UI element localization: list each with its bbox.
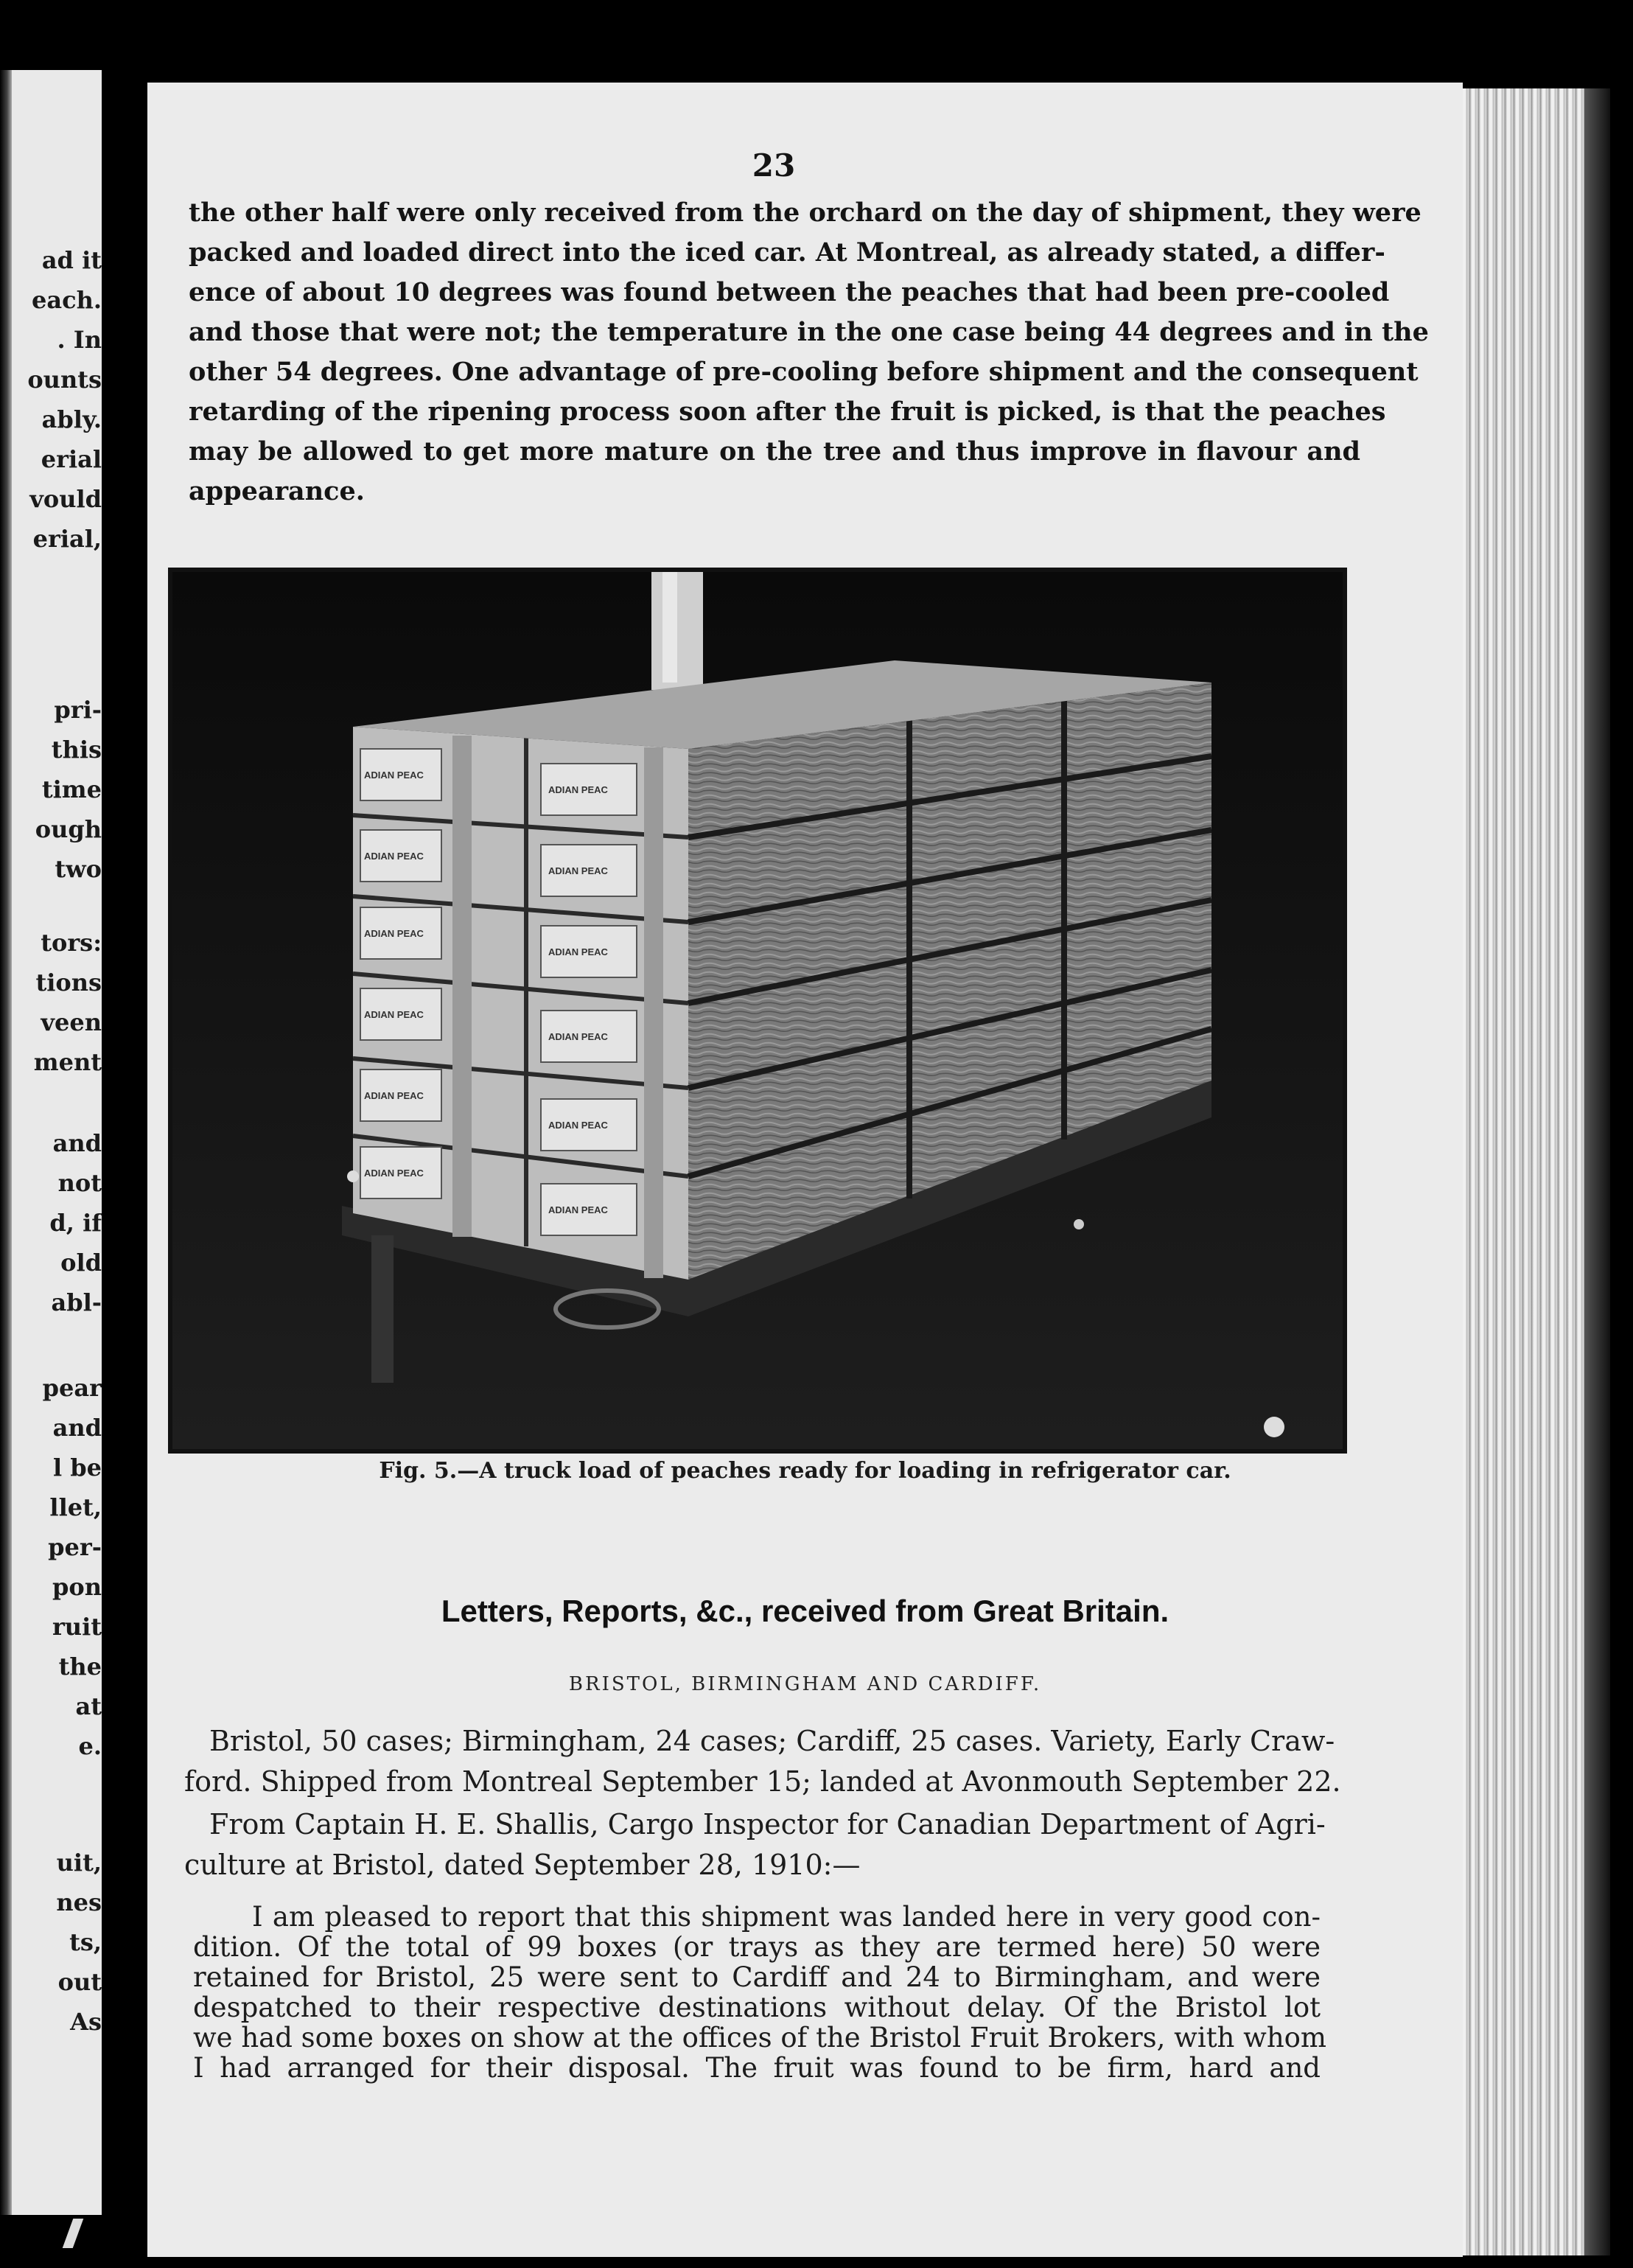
figure-photograph [168,568,1347,1454]
crate-labels [172,572,1343,1449]
left-page-fragment: and [52,1129,102,1157]
letter-line: dition. Of the total of 99 boxes (or trays as they are termed here) 50 were [193,1931,1321,1963]
crate-label: ADIAN PEAC [364,1168,424,1179]
left-page-fragment: tions [35,969,102,997]
left-page-fragment: each. [32,286,102,314]
left-page-fragment: tors: [41,929,102,957]
left-page-fragment: time [41,775,102,803]
paragraph-line: may be allowed to get more mature on the tree and thus improve in flavour and [189,436,1360,467]
letter-line: I had arranged for their disposal. The fruit was found to be firm, hard and [193,2052,1321,2084]
left-page-fragment: llet, [49,1493,102,1521]
paragraph-line: and those that were not; the temperature in the one case being 44 degrees and in the [189,317,1429,347]
left-page-fragment: per- [48,1533,102,1561]
left-page-fragment: veen [41,1008,102,1036]
crate-label: ADIAN PEAC [364,1009,424,1020]
crate-label: ADIAN PEAC [548,1031,608,1042]
paragraph-line: ence of about 10 degrees was found between the peaches that had been pre-cooled [189,277,1390,307]
left-page-fragment: pear [42,1374,102,1402]
paragraph-line: other 54 degrees. One advantage of pre-cooling before shipment and the consequent [189,357,1419,387]
left-page-fragment: pri- [54,696,102,724]
paragraph-line: ford. Shipped from Montreal September 15; landed at Avonmouth September 22. [184,1765,1341,1798]
letter-line: despatched to their respective destinations without delay. Of the Bristol lot [193,1992,1321,2023]
letter-line: we had some boxes on show at the offices of the Bristol Fruit Brokers, with whom [193,2022,1327,2054]
section-subheading: BRISTOL, BIRMINGHAM AND CARDIFF. [568,1673,1042,1695]
left-page-fragment: As [70,2008,102,2036]
letter-line: retained for Bristol, 25 were sent to Cardiff and 24 to Birmingham, and were [193,1961,1321,1993]
left-page-fragment: . In [57,326,102,354]
crate-label: ADIAN PEAC [548,1204,608,1215]
left-page-fragment: old [60,1249,102,1277]
paragraph-line: appearance. [189,476,365,506]
left-page-fragment: two [55,855,102,883]
left-page-fragment: ounts [27,366,102,394]
margin-mark [63,2219,84,2248]
crate-label: ADIAN PEAC [364,928,424,939]
left-page-fragment: vould [29,485,102,513]
crate-label: ADIAN PEAC [364,851,424,862]
book-gutter [102,52,147,2255]
left-page-fragment: ably. [41,405,102,433]
paragraph-line: culture at Bristol, dated September 28, 1910:— [184,1849,861,1881]
crate-label: ADIAN PEAC [548,865,608,876]
left-page-fragment: erial, [32,525,102,553]
crate-label: ADIAN PEAC [364,770,424,781]
left-page-fragment: at [75,1692,102,1720]
left-page-fragment: erial [41,445,102,473]
left-facing-page [0,70,102,2215]
left-page-fragment: e. [78,1732,102,1760]
crate-label: ADIAN PEAC [548,1120,608,1131]
left-page-fragment: this [51,736,102,764]
left-page-fragment: not [57,1169,102,1197]
letter-line: I am pleased to report that this shipment was landed here in very good con- [252,1901,1321,1933]
left-page-shadow [0,70,12,2215]
section-heading: Letters, Reports, &c., received from Great Britain. [441,1594,1169,1628]
left-page-fragment: ts, [69,1928,102,1956]
left-page-fragment: ough [35,815,102,843]
left-page-fragment: d, if [49,1209,102,1237]
left-page-fragment: abl- [51,1288,102,1316]
paragraph-line: From Captain H. E. Shallis, Cargo Inspector for Canadian Department of Agri- [209,1808,1326,1840]
crate-label: ADIAN PEAC [364,1090,424,1101]
crate-label: ADIAN PEAC [548,784,608,795]
paragraph-line: retarding of the ripening process soon after the fruit is picked, is that the peaches [189,397,1386,427]
paragraph-line: the other half were only received from the orchard on the day of shipment, they were [189,198,1422,228]
figure-caption: Fig. 5.—A truck load of peaches ready for loading in refrigerator car. [379,1458,1231,1484]
left-page-fragment: pon [52,1573,102,1601]
left-page-fragment: the [58,1653,102,1681]
left-page-fragment: ruit [52,1613,102,1641]
left-page-fragment: and [52,1414,102,1442]
paragraph-line: Bristol, 50 cases; Birmingham, 24 cases; Cardiff, 25 cases. Variety, Early Craw- [209,1725,1335,1757]
left-page-fragment: nes [56,1888,102,1916]
left-page-fragment: out [57,1968,102,1996]
left-page-fragment: ad it [41,246,102,274]
paragraph-line: packed and loaded direct into the iced car. At Montreal, as already stated, a differ- [189,237,1385,268]
left-page-fragment: l be [52,1454,102,1482]
page-number: 23 [752,147,796,184]
book-edge-shadow [1584,88,1610,2255]
left-page-fragment: ment [33,1048,102,1076]
left-page-fragment: uit, [56,1849,102,1877]
crate-label: ADIAN PEAC [548,946,608,957]
